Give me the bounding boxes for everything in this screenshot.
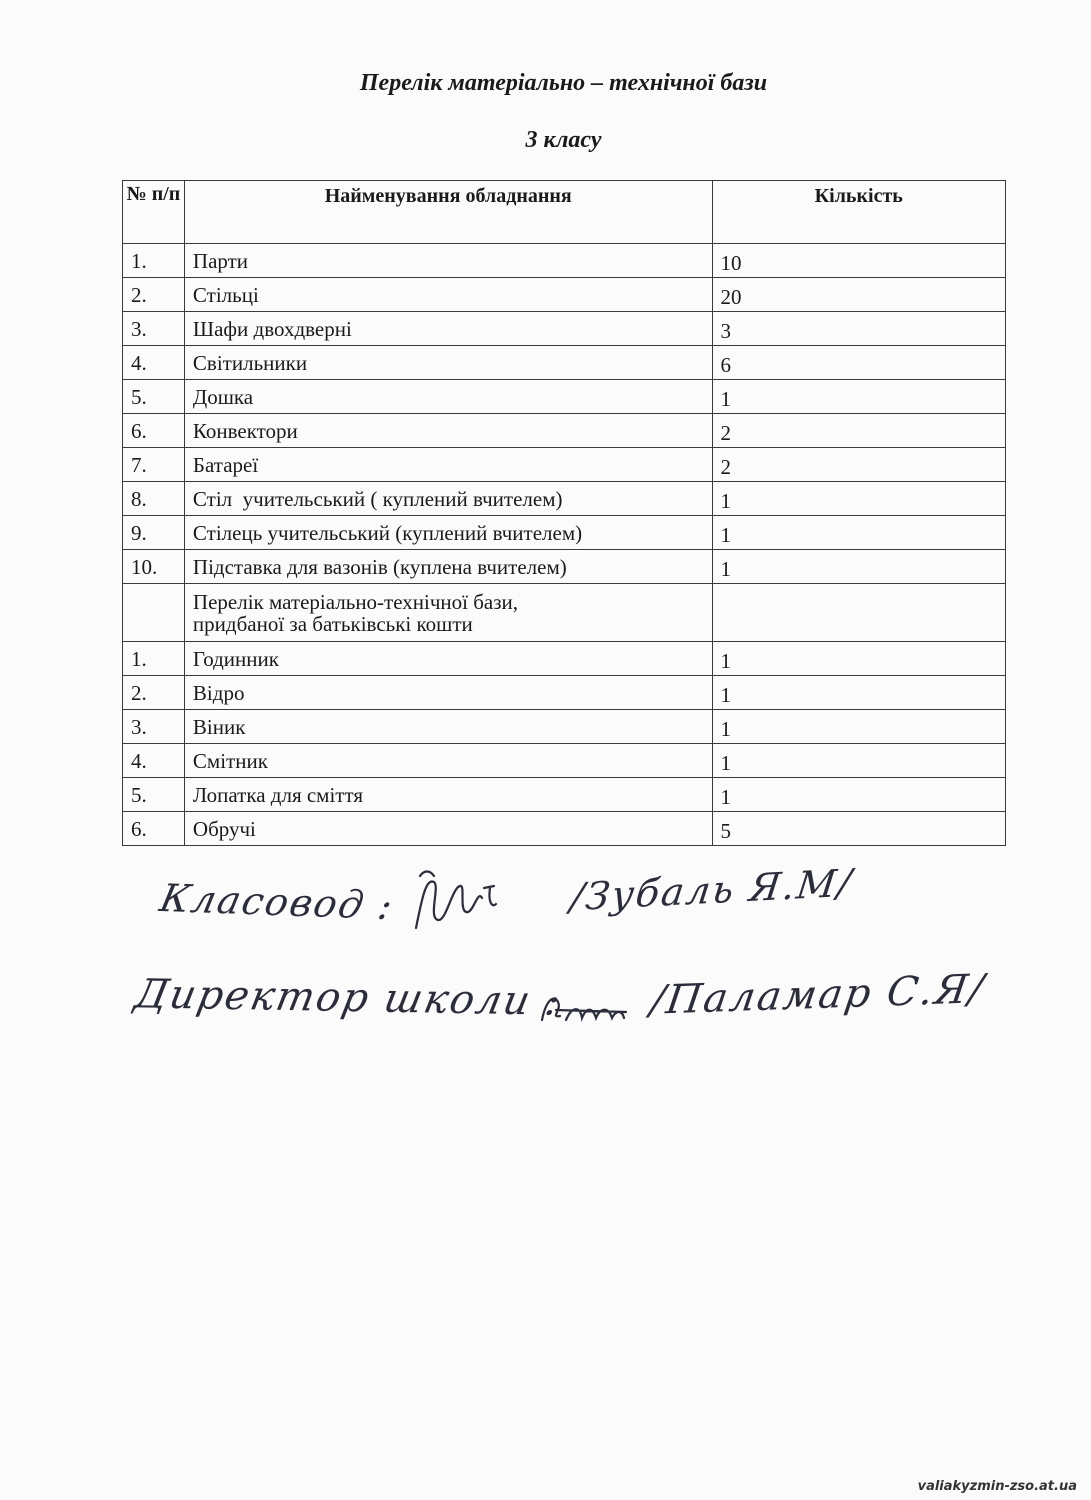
section-heading-row — [123, 584, 1006, 642]
row-number: 6. — [123, 812, 185, 846]
row-name: Парти — [184, 244, 712, 278]
row-quantity: 1 — [712, 380, 1005, 414]
row-name: Батареї — [184, 448, 712, 482]
row-number: 5. — [123, 778, 185, 812]
row-number: 5. — [123, 380, 185, 414]
section-quantity-cell — [712, 584, 1005, 642]
row-number: 8. — [123, 482, 185, 516]
table-header-row — [123, 181, 1006, 244]
row-number: 9. — [123, 516, 185, 550]
row-quantity: 1 — [712, 516, 1005, 550]
row-name: Підставка для вазонів (куплена вчителем) — [184, 550, 712, 584]
table-row — [123, 482, 1006, 516]
table-row — [123, 516, 1006, 550]
table-row — [123, 744, 1006, 778]
row-number: 1. — [123, 244, 185, 278]
director-signature-scribble — [536, 990, 636, 1030]
header-name: Найменування обладнання — [184, 181, 712, 244]
row-quantity: 1 — [712, 710, 1005, 744]
table-row — [123, 346, 1006, 380]
row-number: 7. — [123, 448, 185, 482]
row-name: Стіл учительський ( куплений вчителем) — [184, 482, 712, 516]
document-subtitle: 3 класу — [525, 127, 602, 153]
director-signature-label: Директор школи : — [131, 971, 566, 1025]
row-quantity: 20 — [712, 278, 1005, 312]
table-row — [123, 710, 1006, 744]
row-number: 4. — [123, 744, 185, 778]
table-row — [123, 278, 1006, 312]
row-quantity: 1 — [712, 482, 1005, 516]
row-quantity: 2 — [712, 414, 1005, 448]
row-name: Обручі — [184, 812, 712, 846]
document-title: Перелік матеріально – технічної бази — [359, 70, 768, 96]
header-quantity: Кількість — [712, 181, 1005, 244]
row-name: Світильники — [184, 346, 712, 380]
site-watermark: valiakyzmin-zso.at.ua — [917, 1479, 1077, 1494]
table-row — [123, 244, 1006, 278]
row-number: 3. — [123, 312, 185, 346]
row-number: 3. — [123, 710, 185, 744]
table-row — [123, 642, 1006, 676]
row-quantity: 5 — [712, 812, 1005, 846]
row-quantity: 1 — [712, 642, 1005, 676]
table-row — [123, 812, 1006, 846]
row-quantity: 1 — [712, 550, 1005, 584]
header-number: № п/п — [123, 181, 185, 244]
row-name: Лопатка для сміття — [184, 778, 712, 812]
row-quantity: 6 — [712, 346, 1005, 380]
row-quantity: 1 — [712, 778, 1005, 812]
row-number: 4. — [123, 346, 185, 380]
teacher-signature-scribble — [408, 868, 508, 938]
row-quantity: 3 — [712, 312, 1005, 346]
row-name: Дошка — [184, 380, 712, 414]
row-number: 2. — [123, 278, 185, 312]
row-name: Конвектори — [184, 414, 712, 448]
row-number: 1. — [123, 642, 185, 676]
row-name: Смітник — [184, 744, 712, 778]
row-quantity: 10 — [712, 244, 1005, 278]
row-number: 6. — [123, 414, 185, 448]
row-number: 10. — [123, 550, 185, 584]
table-row — [123, 676, 1006, 710]
inventory-table — [122, 180, 1006, 846]
row-name: Стільці — [184, 278, 712, 312]
table-row — [123, 380, 1006, 414]
row-quantity: 1 — [712, 744, 1005, 778]
section-number-cell — [123, 584, 185, 642]
row-name: Шафи двохдверні — [184, 312, 712, 346]
table-row — [123, 312, 1006, 346]
table-row — [123, 414, 1006, 448]
row-name: Відро — [184, 676, 712, 710]
table-row — [123, 778, 1006, 812]
row-quantity: 2 — [712, 448, 1005, 482]
section-heading: Перелік матеріально-технічної бази, придбаної за батьківські кошти — [184, 584, 712, 642]
teacher-name: /Зубаль Я.М/ — [568, 860, 856, 920]
table-row — [123, 448, 1006, 482]
row-name: Стілець учительський (куплений вчителем) — [184, 516, 712, 550]
teacher-signature-label: Класовод : — [156, 875, 399, 929]
row-quantity: 1 — [712, 676, 1005, 710]
table-row — [123, 550, 1006, 584]
director-name: /Паламар С.Я/ — [647, 966, 989, 1024]
row-name: Віник — [184, 710, 712, 744]
row-name: Годинник — [184, 642, 712, 676]
row-number: 2. — [123, 676, 185, 710]
